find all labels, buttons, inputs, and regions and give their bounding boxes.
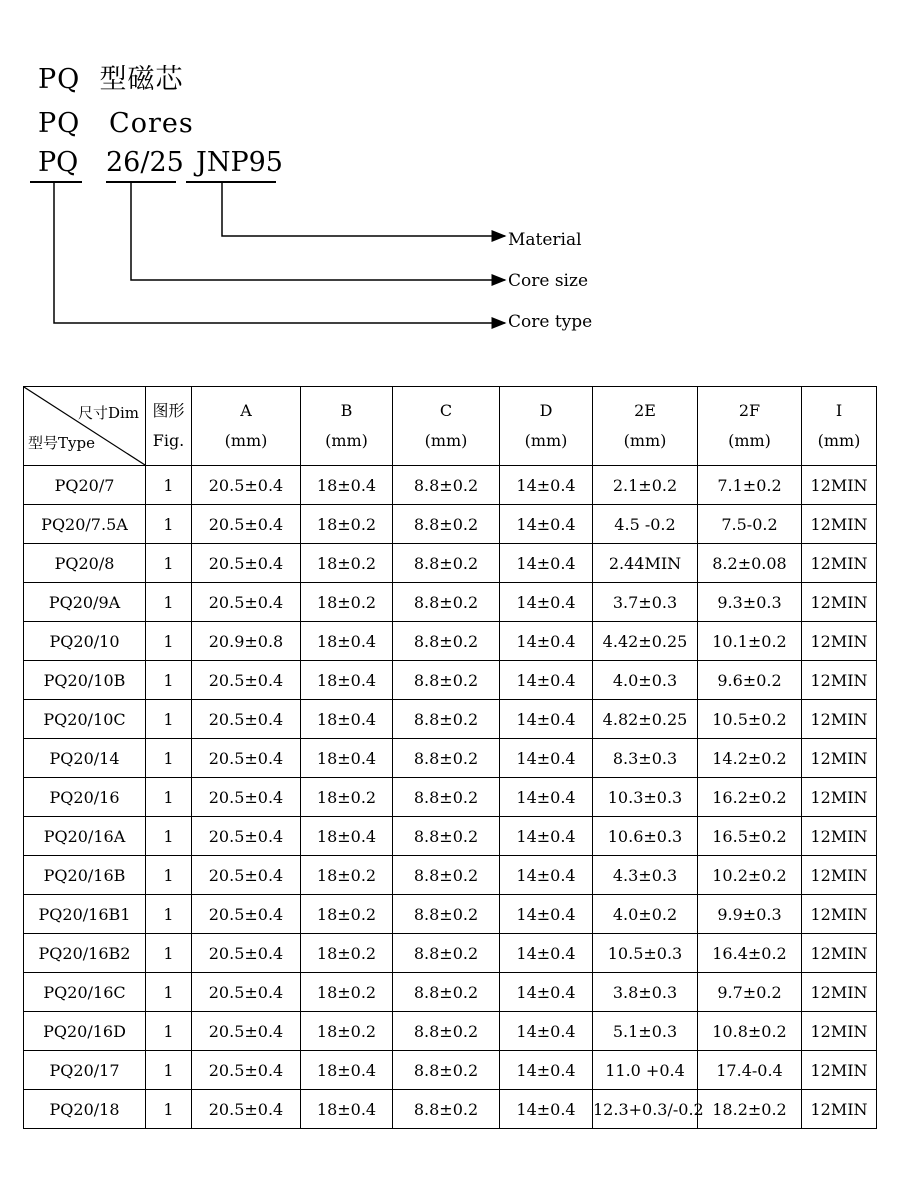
- code-size: 26/25: [106, 147, 184, 178]
- table-row: [24, 778, 877, 817]
- table-cell: 1: [146, 778, 192, 817]
- table-cell: 16.4±0.2: [698, 934, 802, 973]
- column-header-unit: (mm): [524, 431, 568, 450]
- table-cell: 20.5±0.4: [192, 856, 301, 895]
- table-row: [24, 583, 877, 622]
- table-cell: 11.0 +0.4: [593, 1051, 698, 1090]
- table-cell: 12MIN: [802, 622, 877, 661]
- table-row: [24, 934, 877, 973]
- table-cell: 20.5±0.4: [192, 466, 301, 505]
- table-cell: 8.8±0.2: [393, 1090, 500, 1129]
- table-cell: 4.3±0.3: [593, 856, 698, 895]
- table-row: [24, 622, 877, 661]
- table-cell: 20.5±0.4: [192, 778, 301, 817]
- table-cell: 3.7±0.3: [593, 583, 698, 622]
- table-cell: 8.8±0.2: [393, 973, 500, 1012]
- table-cell: 20.5±0.4: [192, 817, 301, 856]
- table-cell: 1: [146, 973, 192, 1012]
- table-cell: 12MIN: [802, 1090, 877, 1129]
- table-cell: 14±0.4: [500, 544, 593, 583]
- callout-core-type: Core type: [508, 312, 593, 332]
- table-cell: 18±0.4: [301, 700, 393, 739]
- table-cell: 12MIN: [802, 934, 877, 973]
- column-header-title: B: [340, 400, 353, 420]
- table-cell: 14±0.4: [500, 583, 593, 622]
- table-cell: 4.82±0.25: [593, 700, 698, 739]
- corner-header: [24, 387, 146, 466]
- code-diagram: [0, 0, 900, 360]
- table-cell: 14±0.4: [500, 739, 593, 778]
- table-cell: 12MIN: [802, 739, 877, 778]
- column-header-title: D: [539, 400, 553, 420]
- table-cell: 14±0.4: [500, 505, 593, 544]
- table-cell: 7.1±0.2: [698, 466, 802, 505]
- table-cell: 18±0.2: [301, 778, 393, 817]
- table-cell: 14±0.4: [500, 1090, 593, 1129]
- model-cell: PQ20/10C: [24, 700, 146, 739]
- table-cell: 8.8±0.2: [393, 817, 500, 856]
- table-row: [24, 973, 877, 1012]
- column-header-unit: (mm): [623, 431, 667, 450]
- model-cell: PQ20/16B2: [24, 934, 146, 973]
- table-cell: 9.7±0.2: [698, 973, 802, 1012]
- table-cell: 20.5±0.4: [192, 739, 301, 778]
- column-header-unit: (mm): [224, 431, 268, 450]
- table-header-row: [24, 387, 877, 466]
- column-header-unit: (mm): [325, 431, 368, 450]
- column-header-title: C: [439, 400, 453, 420]
- table-cell: 14±0.4: [500, 856, 593, 895]
- table-cell: 18±0.4: [301, 466, 393, 505]
- table-cell: 16.2±0.2: [698, 778, 802, 817]
- table-cell: 14±0.4: [500, 973, 593, 1012]
- table-cell: 8.8±0.2: [393, 778, 500, 817]
- table-cell: 12MIN: [802, 817, 877, 856]
- table-cell: 18±0.4: [301, 739, 393, 778]
- core-size-leader-line: [131, 181, 505, 280]
- model-cell: PQ20/14: [24, 739, 146, 778]
- table-row: [24, 700, 877, 739]
- table-cell: 20.5±0.4: [192, 583, 301, 622]
- table-cell: 12MIN: [802, 466, 877, 505]
- title-chinese: PQ 型磁芯: [38, 64, 184, 95]
- table-cell: 1: [146, 895, 192, 934]
- table-cell: 20.5±0.4: [192, 1090, 301, 1129]
- table-cell: 18±0.4: [301, 1051, 393, 1090]
- model-cell: PQ20/16B1: [24, 895, 146, 934]
- table-cell: 14±0.4: [500, 1012, 593, 1051]
- table-cell: 8.8±0.2: [393, 1051, 500, 1090]
- table-cell: 14±0.4: [500, 466, 593, 505]
- corner-dim-label: 尺寸Dim: [77, 404, 139, 422]
- table-cell: 20.5±0.4: [192, 700, 301, 739]
- material-leader-line: [222, 181, 505, 236]
- column-header-unit: (mm): [817, 431, 861, 450]
- table-cell: 18.2±0.2: [698, 1090, 802, 1129]
- model-cell: PQ20/16: [24, 778, 146, 817]
- table-cell: 1: [146, 661, 192, 700]
- table-cell: 8.8±0.2: [393, 583, 500, 622]
- table-cell: 8.8±0.2: [393, 466, 500, 505]
- column-header-title: 2F: [738, 400, 761, 420]
- table-cell: 18±0.4: [301, 817, 393, 856]
- table-cell: 8.8±0.2: [393, 934, 500, 973]
- table-cell: 20.9±0.8: [192, 622, 301, 661]
- core-type-leader-line: [54, 181, 505, 323]
- table-row: [24, 1090, 877, 1129]
- table-cell: 1: [146, 739, 192, 778]
- corner-type-label: 型号Type: [28, 433, 95, 452]
- table-row: [24, 1012, 877, 1051]
- table-cell: 8.8±0.2: [393, 622, 500, 661]
- column-header: [146, 387, 192, 466]
- table-cell: 1: [146, 856, 192, 895]
- model-cell: PQ20/16B: [24, 856, 146, 895]
- table-cell: 1: [146, 544, 192, 583]
- table-cell: 14±0.4: [500, 934, 593, 973]
- model-cell: PQ20/7.5A: [24, 505, 146, 544]
- table-cell: 18±0.4: [301, 622, 393, 661]
- table-cell: 1: [146, 1090, 192, 1129]
- table-cell: 20.5±0.4: [192, 661, 301, 700]
- model-cell: PQ20/7: [24, 466, 146, 505]
- table-cell: 8.8±0.2: [393, 856, 500, 895]
- table-cell: 18±0.4: [301, 1090, 393, 1129]
- table-cell: 3.8±0.3: [593, 973, 698, 1012]
- table-cell: 12MIN: [802, 895, 877, 934]
- table-cell: 4.42±0.25: [593, 622, 698, 661]
- table-cell: 14.2±0.2: [698, 739, 802, 778]
- table-row: [24, 817, 877, 856]
- table-cell: 1: [146, 817, 192, 856]
- table-cell: 18±0.2: [301, 583, 393, 622]
- table-cell: 10.1±0.2: [698, 622, 802, 661]
- table-cell: 20.5±0.4: [192, 505, 301, 544]
- table-cell: 20.5±0.4: [192, 1012, 301, 1051]
- table-row: [24, 895, 877, 934]
- table-cell: 4.0±0.2: [593, 895, 698, 934]
- table-cell: 14±0.4: [500, 700, 593, 739]
- table-cell: 12MIN: [802, 973, 877, 1012]
- dimensions-table: [23, 386, 877, 1129]
- table-cell: 14±0.4: [500, 895, 593, 934]
- model-cell: PQ20/16D: [24, 1012, 146, 1051]
- table-cell: 12.3+0.3/-0.2: [593, 1090, 698, 1129]
- model-cell: PQ20/10: [24, 622, 146, 661]
- table-cell: 9.6±0.2: [698, 661, 802, 700]
- table-row: [24, 466, 877, 505]
- table-cell: 8.8±0.2: [393, 661, 500, 700]
- table-cell: 16.5±0.2: [698, 817, 802, 856]
- table-cell: 7.5-0.2: [698, 505, 802, 544]
- table-cell: 12MIN: [802, 778, 877, 817]
- column-header-title: I: [835, 400, 843, 420]
- table-cell: 1: [146, 700, 192, 739]
- callout-material: Material: [508, 230, 582, 250]
- table-cell: 20.5±0.4: [192, 973, 301, 1012]
- table-row: [24, 739, 877, 778]
- table-cell: 12MIN: [802, 856, 877, 895]
- table-cell: 18±0.4: [301, 661, 393, 700]
- table-cell: 2.1±0.2: [593, 466, 698, 505]
- column-header: [593, 387, 698, 466]
- code-type: PQ: [38, 147, 79, 178]
- table-cell: 14±0.4: [500, 778, 593, 817]
- column-header-unit: (mm): [728, 431, 771, 450]
- table-row: [24, 505, 877, 544]
- table-cell: 4.0±0.3: [593, 661, 698, 700]
- table-cell: 4.5 -0.2: [593, 505, 698, 544]
- column-header-unit: Fig.: [152, 431, 185, 450]
- table-cell: 10.5±0.3: [593, 934, 698, 973]
- column-header: [500, 387, 593, 466]
- table-cell: 2.44MIN: [593, 544, 698, 583]
- table-cell: 18±0.2: [301, 544, 393, 583]
- table-cell: 10.8±0.2: [698, 1012, 802, 1051]
- table-cell: 18±0.2: [301, 895, 393, 934]
- table-cell: 20.5±0.4: [192, 934, 301, 973]
- table-cell: 8.8±0.2: [393, 739, 500, 778]
- table-cell: 14±0.4: [500, 622, 593, 661]
- table-cell: 20.5±0.4: [192, 544, 301, 583]
- callout-core-size: Core size: [508, 271, 589, 291]
- table-cell: 1: [146, 1012, 192, 1051]
- table-cell: 14±0.4: [500, 817, 593, 856]
- table-cell: 10.6±0.3: [593, 817, 698, 856]
- table-cell: 18±0.2: [301, 1012, 393, 1051]
- table-cell: 12MIN: [802, 583, 877, 622]
- column-header-unit: (mm): [424, 431, 468, 450]
- table-cell: 1: [146, 505, 192, 544]
- code-material: JNP95: [196, 147, 283, 178]
- table-cell: 14±0.4: [500, 661, 593, 700]
- table-cell: 10.2±0.2: [698, 856, 802, 895]
- table-row: [24, 856, 877, 895]
- table-row: [24, 661, 877, 700]
- table-row: [24, 1051, 877, 1090]
- table-cell: 9.3±0.3: [698, 583, 802, 622]
- column-header: [698, 387, 802, 466]
- table-cell: 20.5±0.4: [192, 1051, 301, 1090]
- table-cell: 20.5±0.4: [192, 895, 301, 934]
- table-cell: 8.3±0.3: [593, 739, 698, 778]
- table-cell: 18±0.2: [301, 856, 393, 895]
- table-cell: 12MIN: [802, 661, 877, 700]
- table-cell: 8.8±0.2: [393, 895, 500, 934]
- table-cell: 10.3±0.3: [593, 778, 698, 817]
- table-cell: 9.9±0.3: [698, 895, 802, 934]
- title-english: PQ Cores: [38, 108, 194, 139]
- table-cell: 12MIN: [802, 1051, 877, 1090]
- table-cell: 18±0.2: [301, 934, 393, 973]
- table-cell: 14±0.4: [500, 1051, 593, 1090]
- table-cell: 8.2±0.08: [698, 544, 802, 583]
- model-cell: PQ20/18: [24, 1090, 146, 1129]
- column-header: [192, 387, 301, 466]
- table-cell: 12MIN: [802, 544, 877, 583]
- table-cell: 8.8±0.2: [393, 505, 500, 544]
- table-cell: 18±0.2: [301, 973, 393, 1012]
- model-cell: PQ20/8: [24, 544, 146, 583]
- column-header: [802, 387, 877, 466]
- model-cell: PQ20/16A: [24, 817, 146, 856]
- model-cell: PQ20/10B: [24, 661, 146, 700]
- column-header-title: 2E: [634, 400, 656, 420]
- table-cell: 1: [146, 1051, 192, 1090]
- table-cell: 10.5±0.2: [698, 700, 802, 739]
- column-header-title: 图形: [152, 400, 185, 420]
- table-cell: 8.8±0.2: [393, 1012, 500, 1051]
- model-cell: PQ20/9A: [24, 583, 146, 622]
- table-cell: 12MIN: [802, 1012, 877, 1051]
- table-cell: 5.1±0.3: [593, 1012, 698, 1051]
- table-cell: 1: [146, 466, 192, 505]
- table-cell: 12MIN: [802, 700, 877, 739]
- column-header: [301, 387, 393, 466]
- model-cell: PQ20/17: [24, 1051, 146, 1090]
- table-cell: 12MIN: [802, 505, 877, 544]
- table-row: [24, 544, 877, 583]
- column-header: [393, 387, 500, 466]
- table-cell: 8.8±0.2: [393, 544, 500, 583]
- table-cell: 1: [146, 622, 192, 661]
- table-cell: 17.4-0.4: [698, 1051, 802, 1090]
- table-cell: 8.8±0.2: [393, 700, 500, 739]
- table-cell: 1: [146, 583, 192, 622]
- model-cell: PQ20/16C: [24, 973, 146, 1012]
- table-cell: 18±0.2: [301, 505, 393, 544]
- table-cell: 1: [146, 934, 192, 973]
- column-header-title: A: [240, 400, 252, 420]
